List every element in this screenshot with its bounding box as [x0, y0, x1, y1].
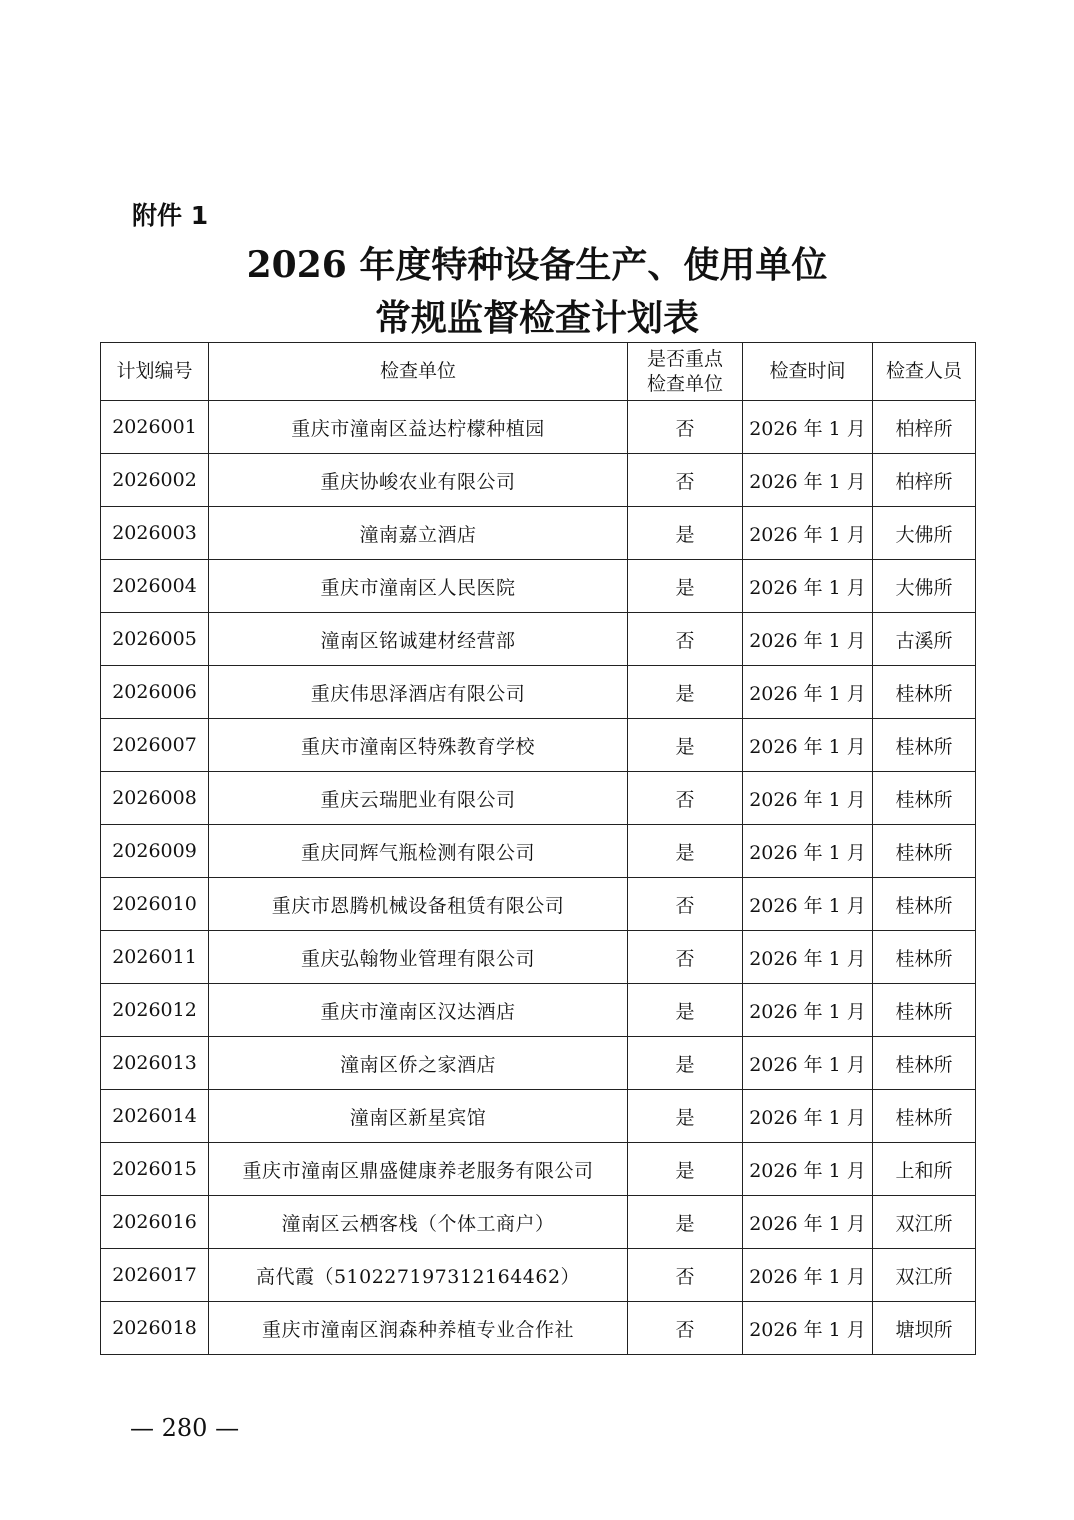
- header-inspector: 检查人员: [873, 343, 976, 401]
- table-row: [101, 878, 976, 931]
- time-cell: 2026 年 1 月: [743, 772, 873, 825]
- unit-cell: 重庆市潼南区特殊教育学校: [209, 719, 628, 772]
- time-cell: 2026 年 1 月: [743, 931, 873, 984]
- time-cell: 2026 年 1 月: [743, 613, 873, 666]
- plan-no-cell: 2026018: [101, 1302, 209, 1355]
- time-cell: 2026 年 1 月: [743, 878, 873, 931]
- table-row: [101, 1037, 976, 1090]
- key-unit-cell: 否: [628, 613, 743, 666]
- key-unit-cell: 是: [628, 560, 743, 613]
- inspector-cell: 桂林所: [873, 931, 976, 984]
- header-key-unit-line1: 是否重点: [646, 347, 723, 370]
- table-header-row: [101, 343, 976, 401]
- inspector-cell: 桂林所: [873, 666, 976, 719]
- table-row: [101, 719, 976, 772]
- plan-no-cell: 2026007: [101, 719, 209, 772]
- table-row: [101, 1249, 976, 1302]
- inspector-cell: 双江所: [873, 1196, 976, 1249]
- table-row: [101, 454, 976, 507]
- plan-no-cell: 2026009: [101, 825, 209, 878]
- plan-no-cell: 2026005: [101, 613, 209, 666]
- header-unit: 检查单位: [209, 343, 628, 401]
- unit-cell: 重庆弘翰物业管理有限公司: [209, 931, 628, 984]
- table-row: [101, 1196, 976, 1249]
- plan-no-cell: 2026006: [101, 666, 209, 719]
- inspector-cell: 柏梓所: [873, 401, 976, 454]
- key-unit-cell: 否: [628, 772, 743, 825]
- key-unit-cell: 否: [628, 401, 743, 454]
- plan-no-cell: 2026008: [101, 772, 209, 825]
- plan-no-cell: 2026011: [101, 931, 209, 984]
- plan-no-cell: 2026004: [101, 560, 209, 613]
- inspector-cell: 桂林所: [873, 878, 976, 931]
- time-cell: 2026 年 1 月: [743, 666, 873, 719]
- table-row: [101, 1143, 976, 1196]
- key-unit-cell: 是: [628, 719, 743, 772]
- table-body: [101, 401, 976, 1355]
- unit-cell: 高代霞（510227197312164462）: [209, 1249, 628, 1302]
- unit-cell: 潼南区新星宾馆: [209, 1090, 628, 1143]
- table-row: [101, 666, 976, 719]
- unit-cell: 重庆伟思泽酒店有限公司: [209, 666, 628, 719]
- document-title-line1: 2026 年度特种设备生产、使用单位: [246, 244, 828, 286]
- plan-no-cell: 2026002: [101, 454, 209, 507]
- plan-no-cell: 2026015: [101, 1143, 209, 1196]
- header-time: 检查时间: [743, 343, 873, 401]
- unit-cell: 潼南区侨之家酒店: [209, 1037, 628, 1090]
- key-unit-cell: 否: [628, 878, 743, 931]
- unit-cell: 重庆市潼南区人民医院: [209, 560, 628, 613]
- header-key-unit: [628, 343, 743, 401]
- table-row: [101, 1090, 976, 1143]
- unit-cell: 重庆市潼南区益达柠檬种植园: [209, 401, 628, 454]
- time-cell: 2026 年 1 月: [743, 1196, 873, 1249]
- time-cell: 2026 年 1 月: [743, 507, 873, 560]
- inspector-cell: 塘坝所: [873, 1302, 976, 1355]
- unit-cell: 潼南嘉立酒店: [209, 507, 628, 560]
- header-key-unit-line2: 检查单位: [646, 372, 723, 395]
- plan-no-cell: 2026001: [101, 401, 209, 454]
- key-unit-cell: 否: [628, 931, 743, 984]
- table-row: [101, 401, 976, 454]
- table-row: [101, 507, 976, 560]
- header-plan-no: 计划编号: [101, 343, 209, 401]
- key-unit-cell: 是: [628, 1037, 743, 1090]
- time-cell: 2026 年 1 月: [743, 1037, 873, 1090]
- plan-no-cell: 2026012: [101, 984, 209, 1037]
- unit-cell: 重庆协峻农业有限公司: [209, 454, 628, 507]
- plan-no-cell: 2026013: [101, 1037, 209, 1090]
- inspector-cell: 大佛所: [873, 507, 976, 560]
- inspector-cell: 桂林所: [873, 1037, 976, 1090]
- unit-cell: 潼南区云栖客栈（个体工商户）: [209, 1196, 628, 1249]
- table-row: [101, 560, 976, 613]
- key-unit-cell: 是: [628, 984, 743, 1037]
- time-cell: 2026 年 1 月: [743, 984, 873, 1037]
- plan-no-cell: 2026003: [101, 507, 209, 560]
- key-unit-cell: 否: [628, 454, 743, 507]
- inspector-cell: 上和所: [873, 1143, 976, 1196]
- unit-cell: 潼南区铭诚建材经营部: [209, 613, 628, 666]
- plan-no-cell: 2026017: [101, 1249, 209, 1302]
- inspector-cell: 柏梓所: [873, 454, 976, 507]
- plan-no-cell: 2026014: [101, 1090, 209, 1143]
- key-unit-cell: 否: [628, 1249, 743, 1302]
- unit-cell: 重庆市恩腾机械设备租赁有限公司: [209, 878, 628, 931]
- time-cell: 2026 年 1 月: [743, 560, 873, 613]
- inspector-cell: 桂林所: [873, 772, 976, 825]
- table-row: [101, 984, 976, 1037]
- plan-no-cell: 2026016: [101, 1196, 209, 1249]
- inspector-cell: 桂林所: [873, 984, 976, 1037]
- inspector-cell: 古溪所: [873, 613, 976, 666]
- table-row: [101, 825, 976, 878]
- time-cell: 2026 年 1 月: [743, 1302, 873, 1355]
- inspector-cell: 大佛所: [873, 560, 976, 613]
- time-cell: 2026 年 1 月: [743, 454, 873, 507]
- table-row: [101, 772, 976, 825]
- key-unit-cell: 是: [628, 507, 743, 560]
- time-cell: 2026 年 1 月: [743, 825, 873, 878]
- time-cell: 2026 年 1 月: [743, 719, 873, 772]
- table-row: [101, 931, 976, 984]
- key-unit-cell: 是: [628, 1090, 743, 1143]
- unit-cell: 重庆同辉气瓶检测有限公司: [209, 825, 628, 878]
- table-row: [101, 1302, 976, 1355]
- inspector-cell: 桂林所: [873, 825, 976, 878]
- key-unit-cell: 否: [628, 1302, 743, 1355]
- unit-cell: 重庆云瑞肥业有限公司: [209, 772, 628, 825]
- inspector-cell: 桂林所: [873, 719, 976, 772]
- unit-cell: 重庆市潼南区润森种养植专业合作社: [209, 1302, 628, 1355]
- key-unit-cell: 是: [628, 1143, 743, 1196]
- key-unit-cell: 是: [628, 666, 743, 719]
- table-row: [101, 613, 976, 666]
- page-number: — 280 —: [130, 1414, 240, 1442]
- unit-cell: 重庆市潼南区汉达酒店: [209, 984, 628, 1037]
- time-cell: 2026 年 1 月: [743, 1249, 873, 1302]
- inspector-cell: 双江所: [873, 1249, 976, 1302]
- key-unit-cell: 是: [628, 1196, 743, 1249]
- inspection-plan-table: [100, 342, 976, 1355]
- time-cell: 2026 年 1 月: [743, 401, 873, 454]
- document-title-line2: 常规监督检查计划表: [374, 297, 699, 339]
- unit-cell: 重庆市潼南区鼎盛健康养老服务有限公司: [209, 1143, 628, 1196]
- key-unit-cell: 是: [628, 825, 743, 878]
- attachment-label: 附件 1: [132, 201, 209, 230]
- inspector-cell: 桂林所: [873, 1090, 976, 1143]
- time-cell: 2026 年 1 月: [743, 1090, 873, 1143]
- plan-no-cell: 2026010: [101, 878, 209, 931]
- time-cell: 2026 年 1 月: [743, 1143, 873, 1196]
